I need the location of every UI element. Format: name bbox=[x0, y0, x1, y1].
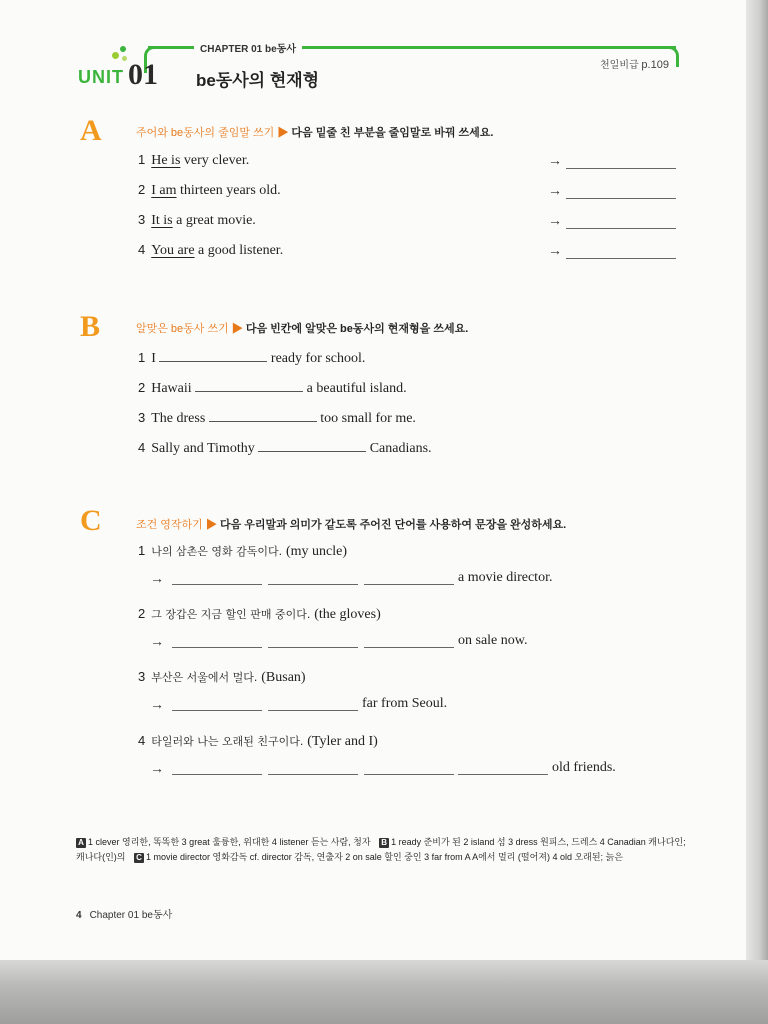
arrow-icon: → bbox=[150, 570, 164, 586]
section-b-item: 4 Sally and Timothy Canadians. bbox=[138, 440, 432, 456]
reference-prefix: 천일비급 bbox=[600, 60, 639, 71]
triangle-icon: ▶ bbox=[277, 127, 289, 139]
unit-number: 01 bbox=[128, 58, 158, 91]
arrow-icon: → bbox=[150, 760, 164, 776]
answer-blank[interactable] bbox=[172, 710, 262, 711]
arrow-icon: → bbox=[548, 212, 562, 228]
section-a-item: 4 You are a good listener. bbox=[138, 242, 284, 258]
answer-blank[interactable] bbox=[458, 774, 548, 775]
answer-blank[interactable] bbox=[172, 584, 262, 585]
section-a-item: 2 I am thirteen years old. bbox=[138, 182, 281, 198]
answer-blank[interactable] bbox=[258, 439, 366, 452]
answer-blank[interactable] bbox=[364, 774, 454, 775]
answer-blank[interactable] bbox=[268, 774, 358, 775]
section-b-item: 2 Hawaii a beautiful island. bbox=[138, 380, 407, 396]
section-b-badge: B bbox=[379, 838, 389, 848]
answer-blank[interactable] bbox=[268, 710, 358, 711]
section-b-item: 1 I ready for school. bbox=[138, 350, 366, 366]
section-c-prompt: 2 그 장갑은 지금 할인 판매 중이다. (the gloves) bbox=[138, 606, 381, 622]
unit-word: UNIT bbox=[78, 67, 124, 87]
answer-blank[interactable] bbox=[364, 647, 454, 648]
section-c-ending: old friends. bbox=[552, 760, 616, 775]
answer-blank[interactable] bbox=[566, 258, 676, 259]
triangle-icon: ▶ bbox=[231, 323, 243, 335]
page-edge-shadow bbox=[746, 0, 768, 960]
section-c-ending: a movie director. bbox=[458, 570, 553, 585]
section-c-badge: C bbox=[134, 853, 144, 863]
section-c-instruction bbox=[136, 516, 566, 532]
section-a-label: 주어와 be동사의 줄임말 쓰기 bbox=[136, 127, 275, 139]
answer-blank[interactable] bbox=[172, 647, 262, 648]
decor-dot bbox=[120, 46, 126, 52]
arrow-icon: → bbox=[150, 633, 164, 649]
section-b-label: 알맞은 be동사 쓰기 bbox=[136, 323, 229, 335]
vocab-b-text: 1 ready 준비가 된 2 island 섬 3 dress 원피스, 드레스 4 Canadian 캐나다인; 캐나다(인)의 bbox=[76, 837, 686, 862]
arrow-icon: → bbox=[150, 696, 164, 712]
unit-title: be동사의 현재형 bbox=[196, 71, 320, 90]
section-b-letter: B bbox=[80, 310, 101, 343]
section-c-letter: C bbox=[80, 504, 102, 537]
page-number: 4 bbox=[76, 910, 82, 921]
reference-page bbox=[600, 56, 669, 71]
arrow-icon: → bbox=[548, 242, 562, 258]
section-a-item: 3 It is a great movie. bbox=[138, 212, 256, 228]
decor-dot bbox=[112, 52, 119, 59]
answer-blank[interactable] bbox=[209, 409, 317, 422]
answer-blank[interactable] bbox=[159, 349, 267, 362]
reference-page-number: p.109 bbox=[641, 59, 669, 71]
arrow-icon: → bbox=[548, 182, 562, 198]
answer-blank[interactable] bbox=[172, 774, 262, 775]
section-c-prompt: 3 부산은 서울에서 멀다. (Busan) bbox=[138, 669, 306, 685]
section-a-item: 1 He is very clever. bbox=[138, 152, 250, 168]
section-c-prompt: 1 나의 삼촌은 영화 감독이다. (my uncle) bbox=[138, 543, 348, 559]
chapter-label: CHAPTER 01 be동사 bbox=[194, 40, 302, 55]
section-a-instruction-text: 다음 밑줄 친 부분을 줄임말로 바꿔 쓰세요. bbox=[291, 127, 494, 139]
section-c-instruction-text: 다음 우리말과 의미가 같도록 주어진 단어를 사용하여 문장을 완성하세요. bbox=[219, 519, 567, 531]
section-a-instruction bbox=[136, 124, 493, 140]
answer-blank[interactable] bbox=[566, 228, 676, 229]
section-c-ending: on sale now. bbox=[458, 633, 528, 648]
answer-blank[interactable] bbox=[566, 168, 676, 169]
answer-blank[interactable] bbox=[268, 647, 358, 648]
vocab-a-text: 1 clever 영리한, 똑똑한 3 great 훌륭한, 위대한 4 listener 듣는 사람, 청자 bbox=[88, 837, 371, 847]
answer-blank[interactable] bbox=[566, 198, 676, 199]
triangle-icon: ▶ bbox=[205, 519, 217, 531]
section-c-label: 조건 영작하기 bbox=[136, 519, 203, 531]
page-footer bbox=[76, 906, 172, 921]
footer-chapter-text: Chapter 01 be동사 bbox=[89, 910, 173, 921]
arrow-icon: → bbox=[548, 152, 562, 168]
section-c-ending: far from Seoul. bbox=[362, 696, 448, 711]
section-a-badge: A bbox=[76, 838, 86, 848]
answer-blank[interactable] bbox=[268, 584, 358, 585]
section-b-instruction-text: 다음 빈칸에 알맞은 be동사의 현재형을 쓰세요. bbox=[245, 323, 469, 335]
answer-blank[interactable] bbox=[364, 584, 454, 585]
section-c-prompt: 4 타일러와 나는 오래된 친구이다. (Tyler and I) bbox=[138, 733, 378, 749]
scan-bottom-band bbox=[0, 960, 768, 1024]
section-a-letter: A bbox=[80, 114, 102, 147]
section-b-item: 3 The dress too small for me. bbox=[138, 410, 416, 426]
vocab-c-text: 1 movie director 영화감독 cf. director 감독, 연출자 2 on sale 할인 중인 3 far from A A에서 멀리 (떨어져) 4 old 오래된; 늙은 bbox=[145, 852, 623, 862]
decor-dot bbox=[122, 56, 127, 61]
answer-blank[interactable] bbox=[195, 379, 303, 392]
section-b-instruction bbox=[136, 320, 468, 336]
vocab-notes bbox=[76, 835, 696, 865]
